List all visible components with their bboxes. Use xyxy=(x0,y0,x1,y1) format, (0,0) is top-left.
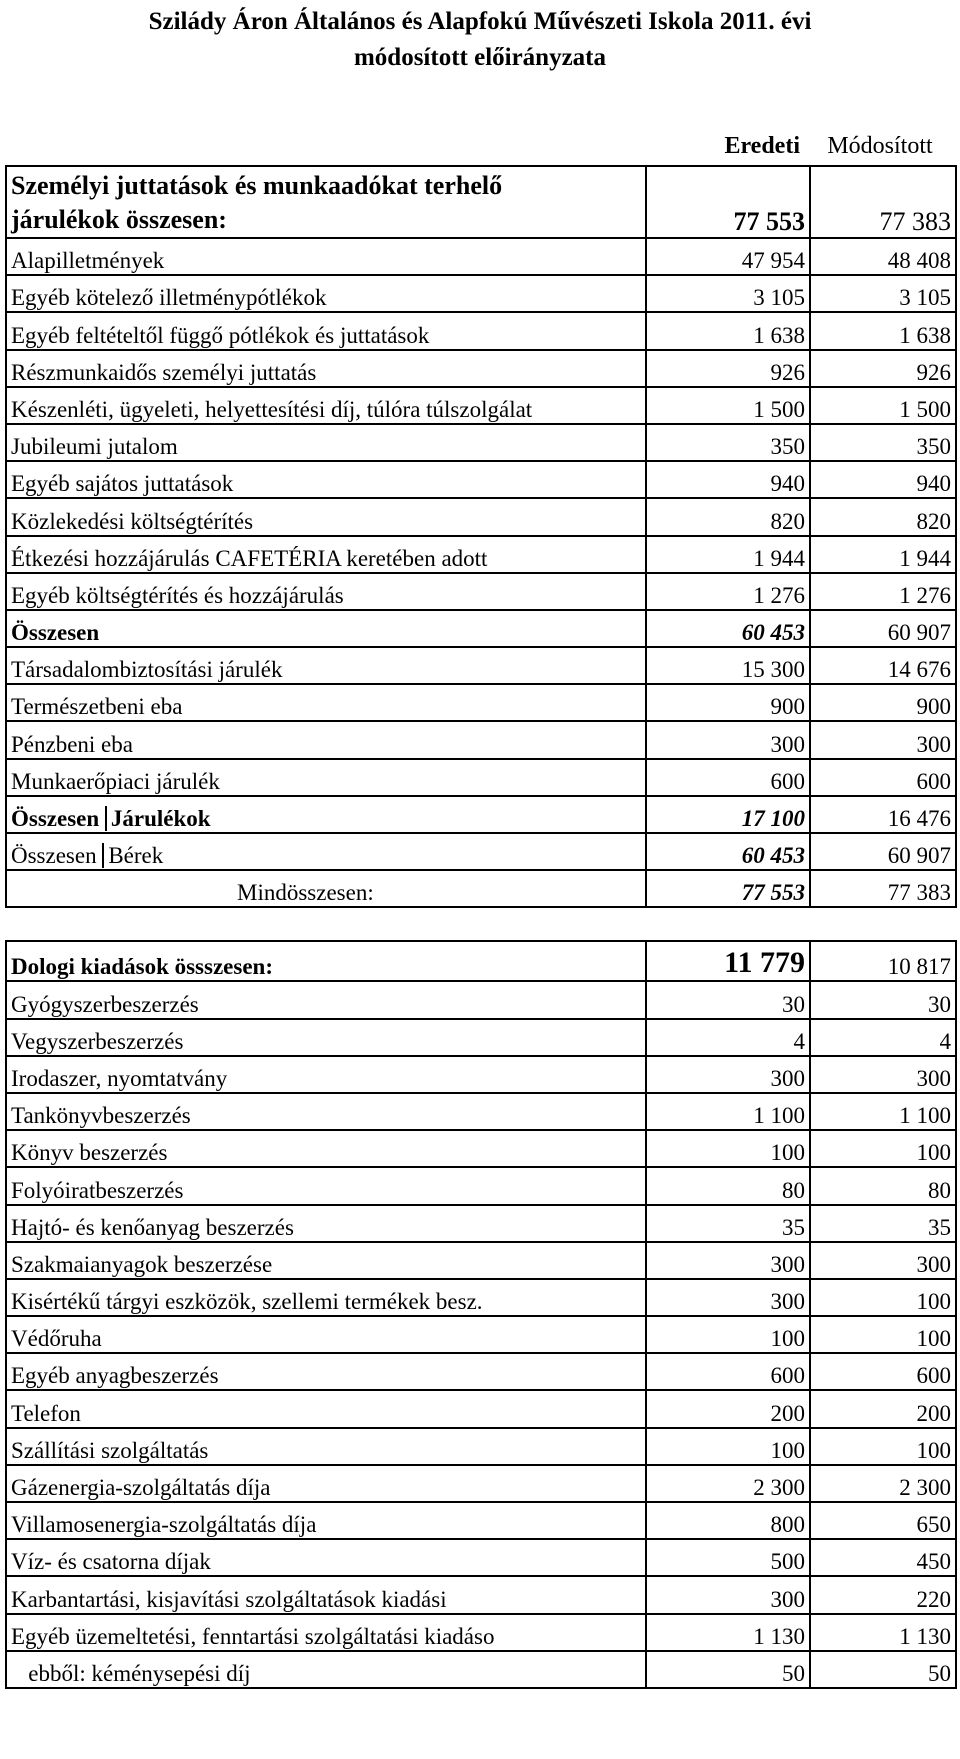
row-label: Jubileumi jutalom xyxy=(6,424,646,461)
row-label: Egyéb anyagbeszerzés xyxy=(6,1353,646,1390)
table-row xyxy=(6,1205,956,1242)
row-original: 1 638 xyxy=(646,312,810,349)
row-modified: 1 100 xyxy=(810,1093,956,1130)
contrib-total-label xyxy=(6,796,646,833)
spacer-cell xyxy=(646,907,810,941)
row-label: Hajtó- és kenőanyag beszerzés xyxy=(6,1205,646,1242)
row-modified: 820 xyxy=(810,498,956,535)
title-line-2: módosított előirányzata xyxy=(353,44,607,71)
spacer-cell xyxy=(6,907,646,941)
table-row xyxy=(6,1316,956,1353)
material-total-modified: 10 817 xyxy=(810,941,956,981)
grand-total-row xyxy=(6,870,956,907)
row-original: 100 xyxy=(646,1316,810,1353)
row-original: 1 100 xyxy=(646,1093,810,1130)
budget-table-body xyxy=(6,166,956,1688)
row-original: 47 954 xyxy=(646,238,810,275)
row-modified: 450 xyxy=(810,1539,956,1576)
table-row xyxy=(6,1130,956,1167)
row-original: 300 xyxy=(646,1279,810,1316)
contrib-total-label-1: Összesen xyxy=(11,806,100,831)
table-row xyxy=(6,573,956,610)
row-modified: 1 638 xyxy=(810,312,956,349)
row-original: 600 xyxy=(646,759,810,796)
row-original: 940 xyxy=(646,461,810,498)
personnel-total-row xyxy=(6,166,956,238)
row-original: 1 944 xyxy=(646,536,810,573)
row-modified: 30 xyxy=(810,981,956,1018)
row-label: Szakmaianyagok beszerzése xyxy=(6,1242,646,1279)
row-label: Védőruha xyxy=(6,1316,646,1353)
table-row xyxy=(6,312,956,349)
row-original: 300 xyxy=(646,721,810,758)
row-label: Részmunkaidős személyi juttatás xyxy=(6,350,646,387)
personnel-sum-modified: 60 907 xyxy=(810,610,956,647)
table-row xyxy=(6,1614,956,1651)
row-label: Egyéb kötelező illetménypótlékok xyxy=(6,275,646,312)
row-original: 80 xyxy=(646,1167,810,1204)
grand-total-original: 77 553 xyxy=(646,870,810,907)
row-original: 300 xyxy=(646,1576,810,1613)
row-modified: 1 130 xyxy=(810,1614,956,1651)
row-original: 100 xyxy=(646,1428,810,1465)
contrib-total-original: 17 100 xyxy=(646,796,810,833)
table-row xyxy=(6,1390,956,1427)
row-original: 2 300 xyxy=(646,1465,810,1502)
table-row xyxy=(6,684,956,721)
table-row xyxy=(6,238,956,275)
row-original: 900 xyxy=(646,684,810,721)
row-original: 350 xyxy=(646,424,810,461)
row-modified: 100 xyxy=(810,1279,956,1316)
row-modified: 350 xyxy=(810,424,956,461)
row-original: 100 xyxy=(646,1130,810,1167)
table-row xyxy=(6,461,956,498)
table-row xyxy=(6,1242,956,1279)
row-modified: 100 xyxy=(810,1428,956,1465)
table-row xyxy=(6,1428,956,1465)
table-row xyxy=(6,1093,956,1130)
personnel-sum-label: Összesen xyxy=(6,610,646,647)
material-total-row xyxy=(6,941,956,981)
row-modified: 600 xyxy=(810,1353,956,1390)
row-modified: 300 xyxy=(810,1242,956,1279)
row-label: Kisértékű tárgyi eszközök, szellemi termékek besz. xyxy=(6,1279,646,1316)
table-row xyxy=(6,1019,956,1056)
row-label: Villamosenergia-szolgáltatás díja xyxy=(6,1502,646,1539)
row-original: 3 105 xyxy=(646,275,810,312)
row-original: 926 xyxy=(646,350,810,387)
row-label: Egyéb költségtérítés és hozzájárulás xyxy=(6,573,646,610)
row-modified: 80 xyxy=(810,1167,956,1204)
table-row xyxy=(6,981,956,1018)
row-modified: 900 xyxy=(810,684,956,721)
row-original: 1 130 xyxy=(646,1614,810,1651)
table-row xyxy=(6,721,956,758)
row-modified: 14 676 xyxy=(810,647,956,684)
row-label: Telefon xyxy=(6,1390,646,1427)
personnel-total-label-line-2: járulékok összesen: xyxy=(11,205,227,234)
row-label: Étkezési hozzájárulás CAFETÉRIA keretében adott xyxy=(6,536,646,573)
spacer-row xyxy=(6,907,956,941)
material-total-original: 11 779 xyxy=(646,941,810,981)
row-original: 300 xyxy=(646,1242,810,1279)
row-label: Pénzbeni eba xyxy=(6,721,646,758)
row-label: Vegyszerbeszerzés xyxy=(6,1019,646,1056)
row-original: 30 xyxy=(646,981,810,1018)
row-modified: 48 408 xyxy=(810,238,956,275)
row-label: Szállítási szolgáltatás xyxy=(6,1428,646,1465)
row-label: ebből: kéménysepési díj xyxy=(6,1651,646,1688)
row-modified: 100 xyxy=(810,1316,956,1353)
row-modified: 650 xyxy=(810,1502,956,1539)
contrib-total-row xyxy=(6,796,956,833)
table-row xyxy=(6,1539,956,1576)
spacer-cell xyxy=(810,907,956,941)
row-modified: 4 xyxy=(810,1019,956,1056)
row-label: Gyógyszerbeszerzés xyxy=(6,981,646,1018)
wage-total-label xyxy=(6,833,646,870)
row-modified: 926 xyxy=(810,350,956,387)
wage-total-original: 60 453 xyxy=(646,833,810,870)
row-original: 4 xyxy=(646,1019,810,1056)
wage-total-label-1: Összesen xyxy=(11,843,97,869)
table-row xyxy=(6,1502,956,1539)
wage-total-label-2: Bérek xyxy=(102,843,163,868)
row-original: 200 xyxy=(646,1390,810,1427)
table-row xyxy=(6,1167,956,1204)
personnel-sum-original: 60 453 xyxy=(646,610,810,647)
row-label: Készenléti, ügyeleti, helyettesítési díj, túlóra túlszolgálat xyxy=(6,387,646,424)
document-title xyxy=(0,4,960,76)
row-modified: 220 xyxy=(810,1576,956,1613)
row-original: 800 xyxy=(646,1502,810,1539)
contrib-total-modified: 16 476 xyxy=(810,796,956,833)
row-original: 15 300 xyxy=(646,647,810,684)
row-original: 500 xyxy=(646,1539,810,1576)
table-row xyxy=(6,275,956,312)
table-row xyxy=(6,1353,956,1390)
table-row xyxy=(6,1465,956,1502)
row-label: Munkaerőpiaci járulék xyxy=(6,759,646,796)
wage-total-modified: 60 907 xyxy=(810,833,956,870)
title-line-1: Szilády Áron Általános és Alapfokú Művészeti Iskola 2011. évi xyxy=(148,8,812,35)
row-modified: 300 xyxy=(810,721,956,758)
row-label: Természetbeni eba xyxy=(6,684,646,721)
table-row xyxy=(6,1056,956,1093)
grand-total-label: Mindösszesen: xyxy=(6,870,646,907)
row-label: Társadalombiztosítási járulék xyxy=(6,647,646,684)
row-label: Folyóiratbeszerzés xyxy=(6,1167,646,1204)
wage-total-row xyxy=(6,833,956,870)
table-row xyxy=(6,350,956,387)
row-label: Könyv beszerzés xyxy=(6,1130,646,1167)
table-row xyxy=(6,1651,956,1688)
table-row xyxy=(6,424,956,461)
row-original: 1 276 xyxy=(646,573,810,610)
row-modified: 940 xyxy=(810,461,956,498)
row-modified: 200 xyxy=(810,1390,956,1427)
row-modified: 35 xyxy=(810,1205,956,1242)
row-label: Alapilletmények xyxy=(6,238,646,275)
table-row xyxy=(6,498,956,535)
personnel-sum-row xyxy=(6,610,956,647)
row-original: 600 xyxy=(646,1353,810,1390)
row-original: 820 xyxy=(646,498,810,535)
table-row xyxy=(6,387,956,424)
row-modified: 3 105 xyxy=(810,275,956,312)
row-modified: 300 xyxy=(810,1056,956,1093)
row-original: 35 xyxy=(646,1205,810,1242)
row-modified: 600 xyxy=(810,759,956,796)
row-label: Gázenergia-szolgáltatás díja xyxy=(6,1465,646,1502)
row-label: Víz- és csatorna díjak xyxy=(6,1539,646,1576)
personnel-total-label-line-1: Személyi juttatások és munkaadókat terhelő xyxy=(11,171,503,200)
column-header-original: Eredeti xyxy=(724,133,800,159)
grand-total-modified: 77 383 xyxy=(810,870,956,907)
row-label: Tankönyvbeszerzés xyxy=(6,1093,646,1130)
row-modified: 50 xyxy=(810,1651,956,1688)
row-modified: 100 xyxy=(810,1130,956,1167)
row-modified: 2 300 xyxy=(810,1465,956,1502)
row-label: Egyéb feltételtől függő pótlékok és juttatások xyxy=(6,312,646,349)
row-original: 50 xyxy=(646,1651,810,1688)
row-modified: 1 276 xyxy=(810,573,956,610)
row-modified: 1 500 xyxy=(810,387,956,424)
row-label: Karbantartási, kisjavítási szolgáltatások kiadási xyxy=(6,1576,646,1613)
material-total-label: Dologi kiadások össszesen: xyxy=(6,941,646,981)
personnel-total-modified: 77 383 xyxy=(810,166,956,238)
column-header-modified: Módosított xyxy=(827,133,933,159)
table-row xyxy=(6,1279,956,1316)
table-row xyxy=(6,647,956,684)
personnel-total-label xyxy=(6,166,646,238)
row-label: Egyéb sajátos juttatások xyxy=(6,461,646,498)
contrib-total-label-2: Járulékok xyxy=(105,806,211,831)
personnel-total-original: 77 553 xyxy=(646,166,810,238)
table-row xyxy=(6,1576,956,1613)
table-row xyxy=(6,759,956,796)
row-label: Egyéb üzemeltetési, fenntartási szolgáltatási kiadáso xyxy=(6,1614,646,1651)
row-label: Irodaszer, nyomtatvány xyxy=(6,1056,646,1093)
table-row xyxy=(6,536,956,573)
row-modified: 1 944 xyxy=(810,536,956,573)
row-label: Közlekedési költségtérítés xyxy=(6,498,646,535)
row-original: 1 500 xyxy=(646,387,810,424)
budget-table xyxy=(5,165,957,1689)
row-original: 300 xyxy=(646,1056,810,1093)
